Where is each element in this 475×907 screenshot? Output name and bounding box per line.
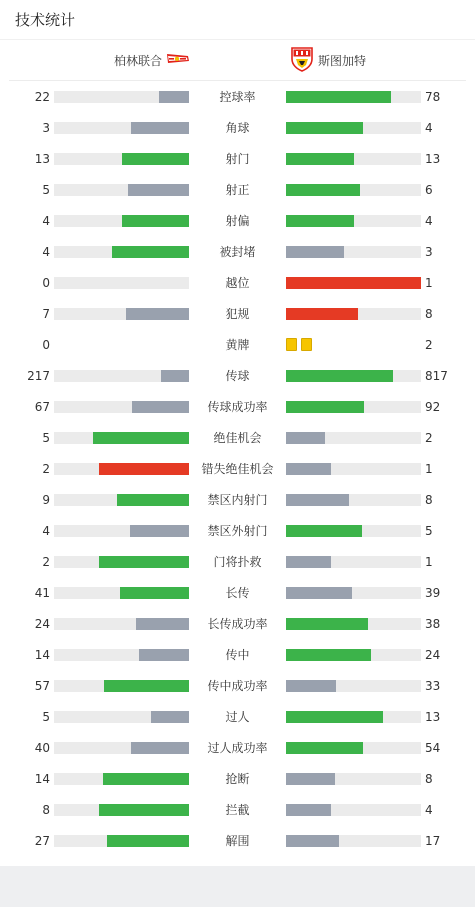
stat-label: 长传成功率 <box>207 617 268 631</box>
home-value: 40 <box>34 740 50 755</box>
home-bar-fill <box>131 122 189 134</box>
stat-label: 长传 <box>225 586 250 600</box>
team-header <box>9 40 466 81</box>
away-bar-fill <box>286 432 325 444</box>
away-bar-fill <box>286 277 421 289</box>
away-bar-fill <box>286 122 363 134</box>
home-bar-fill <box>120 587 189 599</box>
away-value: 38 <box>425 616 441 631</box>
stat-row <box>0 484 475 515</box>
away-bar-track <box>286 91 421 103</box>
away-bar-fill <box>286 463 331 475</box>
home-team[interactable] <box>114 40 190 80</box>
home-bar-fill <box>103 773 189 785</box>
stat-list <box>0 81 475 866</box>
away-bar-track <box>286 184 421 196</box>
away-bar-fill <box>286 246 344 258</box>
away-bar-fill <box>286 370 393 382</box>
stat-label: 角球 <box>225 121 250 135</box>
stat-row <box>0 670 475 701</box>
away-value: 92 <box>425 399 441 414</box>
home-team-name: 柏林联合 <box>113 53 162 68</box>
stat-label: 射正 <box>225 183 250 197</box>
stat-row <box>0 515 475 546</box>
away-value: 17 <box>425 833 441 848</box>
home-bar-fill <box>99 556 189 568</box>
home-bar-track <box>54 91 189 103</box>
away-bar-track <box>286 494 421 506</box>
home-value: 27 <box>34 833 50 848</box>
home-bar-fill <box>130 525 189 537</box>
home-bar-fill <box>139 649 189 661</box>
home-bar-track <box>54 618 189 630</box>
home-bar-track <box>54 184 189 196</box>
away-value: 24 <box>425 647 441 662</box>
home-value: 9 <box>42 492 50 507</box>
away-value: 2 <box>425 430 433 445</box>
away-bar-track <box>286 370 421 382</box>
home-bar-fill <box>128 184 189 196</box>
away-bar-fill <box>286 742 363 754</box>
away-value: 13 <box>425 709 441 724</box>
home-value: 14 <box>34 771 50 786</box>
section-title <box>0 0 475 40</box>
away-bar-fill <box>286 649 371 661</box>
away-bar-fill <box>286 525 362 537</box>
home-bar-fill <box>107 835 189 847</box>
stat-label: 越位 <box>225 276 250 290</box>
away-bar-fill <box>286 556 331 568</box>
away-bar-track <box>286 556 421 568</box>
stat-label: 拦截 <box>225 803 250 817</box>
away-bar-fill <box>286 618 368 630</box>
stat-row <box>0 422 475 453</box>
home-bar-track <box>54 153 189 165</box>
away-bar-track <box>286 122 421 134</box>
home-value: 22 <box>34 89 50 104</box>
home-value: 8 <box>42 802 50 817</box>
stat-row <box>0 174 475 205</box>
home-bar-fill <box>131 742 189 754</box>
stat-row <box>0 763 475 794</box>
home-bar-fill <box>161 370 189 382</box>
home-value: 14 <box>34 647 50 662</box>
away-bar-track <box>286 215 421 227</box>
home-bar-track <box>54 835 189 847</box>
home-bar-track <box>54 432 189 444</box>
home-bar-fill <box>159 91 189 103</box>
home-bar-track <box>54 215 189 227</box>
stat-row <box>0 112 475 143</box>
away-team-name: 斯图加特 <box>318 53 367 68</box>
home-value: 2 <box>42 461 50 476</box>
home-bar-track <box>54 401 189 413</box>
stat-label: 解围 <box>225 834 250 848</box>
away-value: 78 <box>425 89 441 104</box>
home-bar-fill <box>99 804 189 816</box>
away-value: 1 <box>425 275 433 290</box>
away-value: 817 <box>425 368 448 383</box>
home-bar-fill <box>126 308 189 320</box>
away-bar-fill <box>286 804 331 816</box>
home-value: 7 <box>42 306 50 321</box>
home-bar-track <box>54 122 189 134</box>
stat-label: 禁区内射门 <box>207 493 268 507</box>
stat-label: 传球成功率 <box>207 400 268 414</box>
away-value: 54 <box>425 740 441 755</box>
away-bar-fill <box>286 773 335 785</box>
stat-label: 传中成功率 <box>207 679 268 693</box>
home-bar-fill <box>93 432 189 444</box>
away-bar-track <box>286 277 421 289</box>
away-bar-fill <box>286 184 360 196</box>
home-bar-fill <box>122 153 190 165</box>
away-bar-track <box>286 804 421 816</box>
away-bar-fill <box>286 680 336 692</box>
away-bar-track <box>286 401 421 413</box>
stat-label: 传中 <box>225 648 250 662</box>
stat-row <box>0 391 475 422</box>
away-bar-track <box>286 463 421 475</box>
away-bar-track <box>286 587 421 599</box>
stat-label: 黄牌 <box>225 338 250 352</box>
home-bar-fill <box>151 711 189 723</box>
stat-row <box>0 81 475 112</box>
away-bar-fill <box>286 153 354 165</box>
away-value: 4 <box>425 120 433 135</box>
stat-row <box>0 329 475 360</box>
stat-row <box>0 639 475 670</box>
home-value: 13 <box>34 151 50 166</box>
home-value: 57 <box>34 678 50 693</box>
home-value: 4 <box>42 244 50 259</box>
stat-label: 被封堵 <box>219 245 256 259</box>
stat-label: 射偏 <box>225 214 250 228</box>
stat-label: 门将扑救 <box>213 555 262 569</box>
stat-row <box>0 825 475 856</box>
away-team[interactable] <box>290 40 366 80</box>
away-bar-track <box>286 680 421 692</box>
stat-row <box>0 360 475 391</box>
home-bar-track <box>54 525 189 537</box>
stat-label: 过人 <box>225 710 250 724</box>
away-bar-fill <box>286 91 391 103</box>
home-value: 0 <box>42 337 50 352</box>
home-bar-track <box>54 711 189 723</box>
home-bar-fill <box>112 246 189 258</box>
home-bar-track <box>54 277 189 289</box>
home-bar-track <box>54 370 189 382</box>
home-value: 5 <box>42 430 50 445</box>
stat-label: 射门 <box>225 152 250 166</box>
stat-label: 禁区外射门 <box>207 524 268 538</box>
away-bar-track <box>286 773 421 785</box>
away-bar-track <box>286 432 421 444</box>
home-bar-track <box>54 494 189 506</box>
home-bar-track <box>54 773 189 785</box>
home-bar-track <box>54 649 189 661</box>
stat-label: 传球 <box>225 369 250 383</box>
home-value: 3 <box>42 120 50 135</box>
stat-label: 绝佳机会 <box>213 431 262 445</box>
away-value: 2 <box>425 337 433 352</box>
away-bar-fill <box>286 587 352 599</box>
yellow-card-icon <box>301 338 312 351</box>
home-value: 41 <box>34 585 50 600</box>
away-value: 3 <box>425 244 433 259</box>
home-bar-track <box>54 804 189 816</box>
away-value: 13 <box>425 151 441 166</box>
home-value: 24 <box>34 616 50 631</box>
stat-row <box>0 608 475 639</box>
section-title-text: 技术统计 <box>15 11 76 29</box>
stat-row <box>0 298 475 329</box>
away-value: 4 <box>425 802 433 817</box>
stat-row <box>0 236 475 267</box>
home-value: 2 <box>42 554 50 569</box>
away-value: 33 <box>425 678 441 693</box>
away-team-logo-icon <box>290 46 314 75</box>
home-value: 0 <box>42 275 50 290</box>
home-bar-fill <box>132 401 189 413</box>
away-bar-fill <box>286 308 358 320</box>
stat-row <box>0 453 475 484</box>
home-bar-track <box>54 308 189 320</box>
away-bar-track <box>286 835 421 847</box>
home-value: 5 <box>42 709 50 724</box>
home-bar-fill <box>122 215 190 227</box>
away-bar-track <box>286 525 421 537</box>
stat-row <box>0 732 475 763</box>
stat-label: 犯规 <box>225 307 250 321</box>
away-bar-fill <box>286 215 354 227</box>
home-bar-track <box>54 587 189 599</box>
stat-label: 抢断 <box>225 772 250 786</box>
away-value: 39 <box>425 585 441 600</box>
away-value: 8 <box>425 492 433 507</box>
stat-row <box>0 577 475 608</box>
away-bar-track <box>286 153 421 165</box>
home-bar-track <box>54 556 189 568</box>
away-bar-track <box>286 308 421 320</box>
home-bar-fill <box>104 680 189 692</box>
home-bar-track <box>54 742 189 754</box>
stat-row <box>0 701 475 732</box>
home-value: 217 <box>27 368 50 383</box>
away-bar-track <box>286 649 421 661</box>
stat-row <box>0 794 475 825</box>
home-bar-track <box>54 246 189 258</box>
away-value: 8 <box>425 771 433 786</box>
away-bar-fill <box>286 835 339 847</box>
home-bar-fill <box>136 618 189 630</box>
stat-row <box>0 143 475 174</box>
home-bar-fill <box>99 463 189 475</box>
home-bar-track <box>54 680 189 692</box>
away-yellow-cards <box>286 338 312 351</box>
home-value: 4 <box>42 213 50 228</box>
away-bar-fill <box>286 494 349 506</box>
home-bar-track <box>54 463 189 475</box>
home-value: 5 <box>42 182 50 197</box>
away-bar-track <box>286 742 421 754</box>
away-value: 4 <box>425 213 433 228</box>
home-team-logo-icon <box>166 53 190 67</box>
away-bar-track <box>286 711 421 723</box>
stat-label: 错失绝佳机会 <box>201 462 274 476</box>
away-value: 8 <box>425 306 433 321</box>
stat-label: 控球率 <box>219 90 256 104</box>
stat-row <box>0 267 475 298</box>
away-bar-fill <box>286 401 364 413</box>
away-value: 6 <box>425 182 433 197</box>
home-value: 4 <box>42 523 50 538</box>
yellow-card-icon <box>286 338 297 351</box>
away-bar-fill <box>286 711 383 723</box>
away-bar-track <box>286 618 421 630</box>
home-bar-fill <box>117 494 189 506</box>
stat-label: 过人成功率 <box>207 741 268 755</box>
stat-row <box>0 546 475 577</box>
home-value: 67 <box>34 399 50 414</box>
stat-row <box>0 205 475 236</box>
away-value: 1 <box>425 461 433 476</box>
away-bar-track <box>286 246 421 258</box>
away-value: 1 <box>425 554 433 569</box>
away-value: 5 <box>425 523 433 538</box>
